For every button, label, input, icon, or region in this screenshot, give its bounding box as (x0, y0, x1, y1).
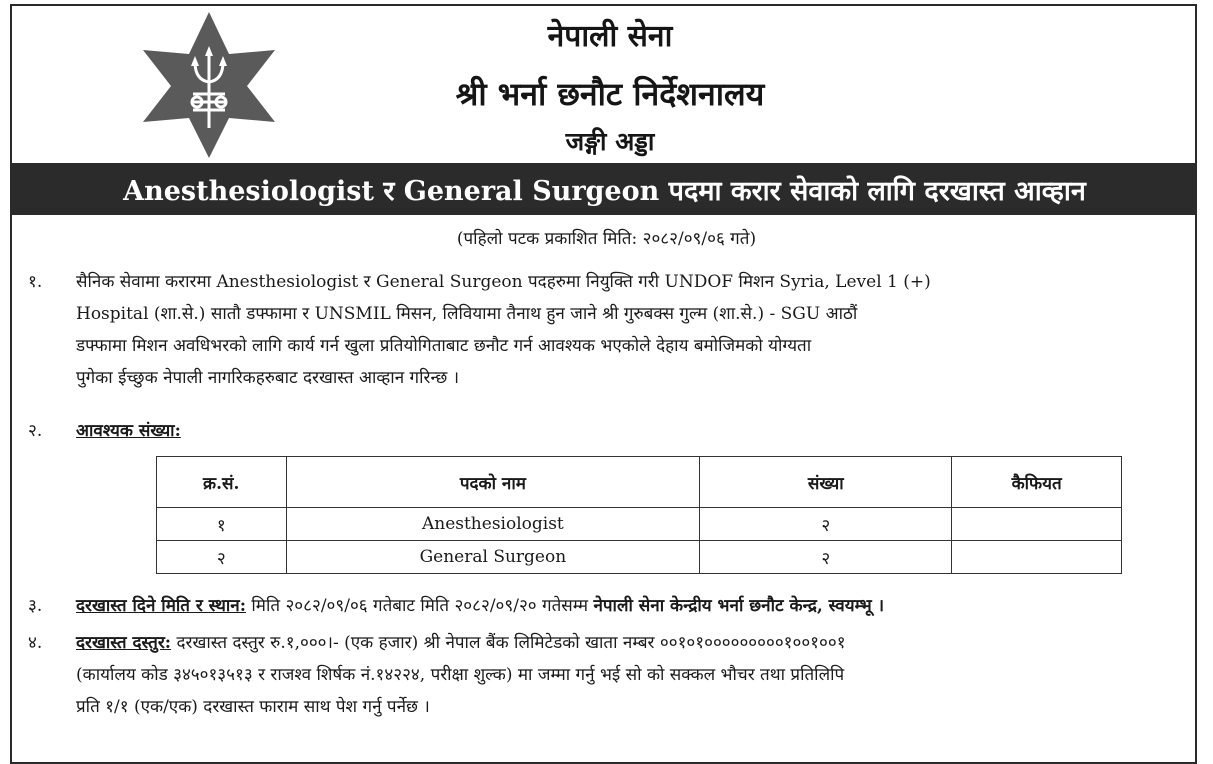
section-1 (28, 266, 1188, 396)
cell-post: Anesthesiologist (286, 508, 700, 541)
cell-post: General Surgeon (286, 541, 700, 574)
section-number: २. (28, 421, 43, 441)
cell-remarks (952, 508, 1122, 541)
section-3 (28, 590, 1188, 622)
section-1-line-3: डफ्फामा मिशन अवधिभरको लागि कार्य गर्न खुला प्रतियोगिताबाट छनौट गर्न आवश्यक भएकोले देहाय बमोजिमको योग्यता (76, 336, 812, 356)
notice-title-banner (12, 163, 1197, 215)
section-3-text (76, 590, 1198, 622)
section-1-line-1: सैनिक सेवामा करारमा Anesthesiologist र General Surgeon पदहरुमा नियुक्ति गरी UNDOF मिशन Syria, Level 1 (+) (76, 272, 931, 292)
header-org: नेपाली सेना (547, 19, 673, 54)
col-header-post: पदको नाम (286, 457, 700, 508)
publication-date: (पहिलो पटक प्रकाशित मिति: २०८२/०९/०६ गते) (456, 229, 757, 249)
col-header-remarks: कैफियत (952, 457, 1122, 508)
header-directorate: श्री भर्ना छनौट निर्देशनालय (455, 75, 765, 113)
cell-count: २ (700, 508, 952, 541)
section-4-line-1 (76, 627, 1198, 659)
section-1-line-2: Hospital (शा.से.) सातौ डफ्फामा र UNSMIL मिसन, लिवियामा तैनाथ हुन जाने श्री गुरुबक्स गुल्म (शा.से.) - SGU आठौं (76, 304, 858, 324)
header-location: जङ्गी अड्डा (565, 127, 655, 156)
section-3-dates: मिति २०८२/०९/०६ गतेबाट मिति २०८२/०९/२० गतेसम्म (246, 596, 594, 616)
col-header-serial: क्र.सं. (157, 457, 287, 508)
section-2 (28, 415, 1188, 447)
section-2-heading: आवश्यक संख्या: (76, 421, 181, 441)
section-3-venue: नेपाली सेना केन्द्रीय भर्ना छनौट केन्द्र, स्वयम्भू । (593, 596, 885, 616)
cell-remarks (952, 541, 1122, 574)
section-4-fee: दरखास्त दस्तुर रु.१,०००।- (एक हजार) श्री नेपाल बैंक लिमिटेडको खाता नम्बर ००१०१०००००००००१००१००१ (171, 633, 846, 653)
table-header-row (157, 457, 1122, 508)
section-number: ३. (28, 596, 43, 616)
table-row (157, 508, 1122, 541)
section-number: ४. (28, 633, 43, 653)
requirements-table (156, 456, 1122, 574)
table-row (157, 541, 1122, 574)
cell-count: २ (700, 541, 952, 574)
section-3-heading: दरखास्त दिने मिति र स्थान: (76, 596, 246, 616)
section-4-line-3: प्रति १/१ (एक/एक) दरखास्त फाराम साथ पेश गर्नु पर्नेछ । (76, 697, 430, 717)
notice-title: Anesthesiologist र General Surgeon पदमा करार सेवाको लागि दरखास्त आव्हान (123, 175, 1086, 207)
cell-serial: १ (157, 508, 287, 541)
col-header-count: संख्या (700, 457, 952, 508)
section-number: १. (28, 272, 43, 292)
section-4-line-2: (कार्यालय कोड ३४५०१३५१३ र राजश्व शिर्षक नं.१४२२४, परीक्षा शुल्क) मा जम्मा गर्नु भई सो को सक्कल भौचर तथा प्रतिलिपि (76, 665, 845, 685)
section-1-line-4: पुगेका ईच्छुक नेपाली नागरिकहरुबाट दरखास्त आव्हान गरिन्छ । (76, 368, 460, 388)
cell-serial: २ (157, 541, 287, 574)
section-4-heading: दरखास्त दस्तुर: (76, 633, 172, 653)
section-4 (28, 627, 1188, 727)
